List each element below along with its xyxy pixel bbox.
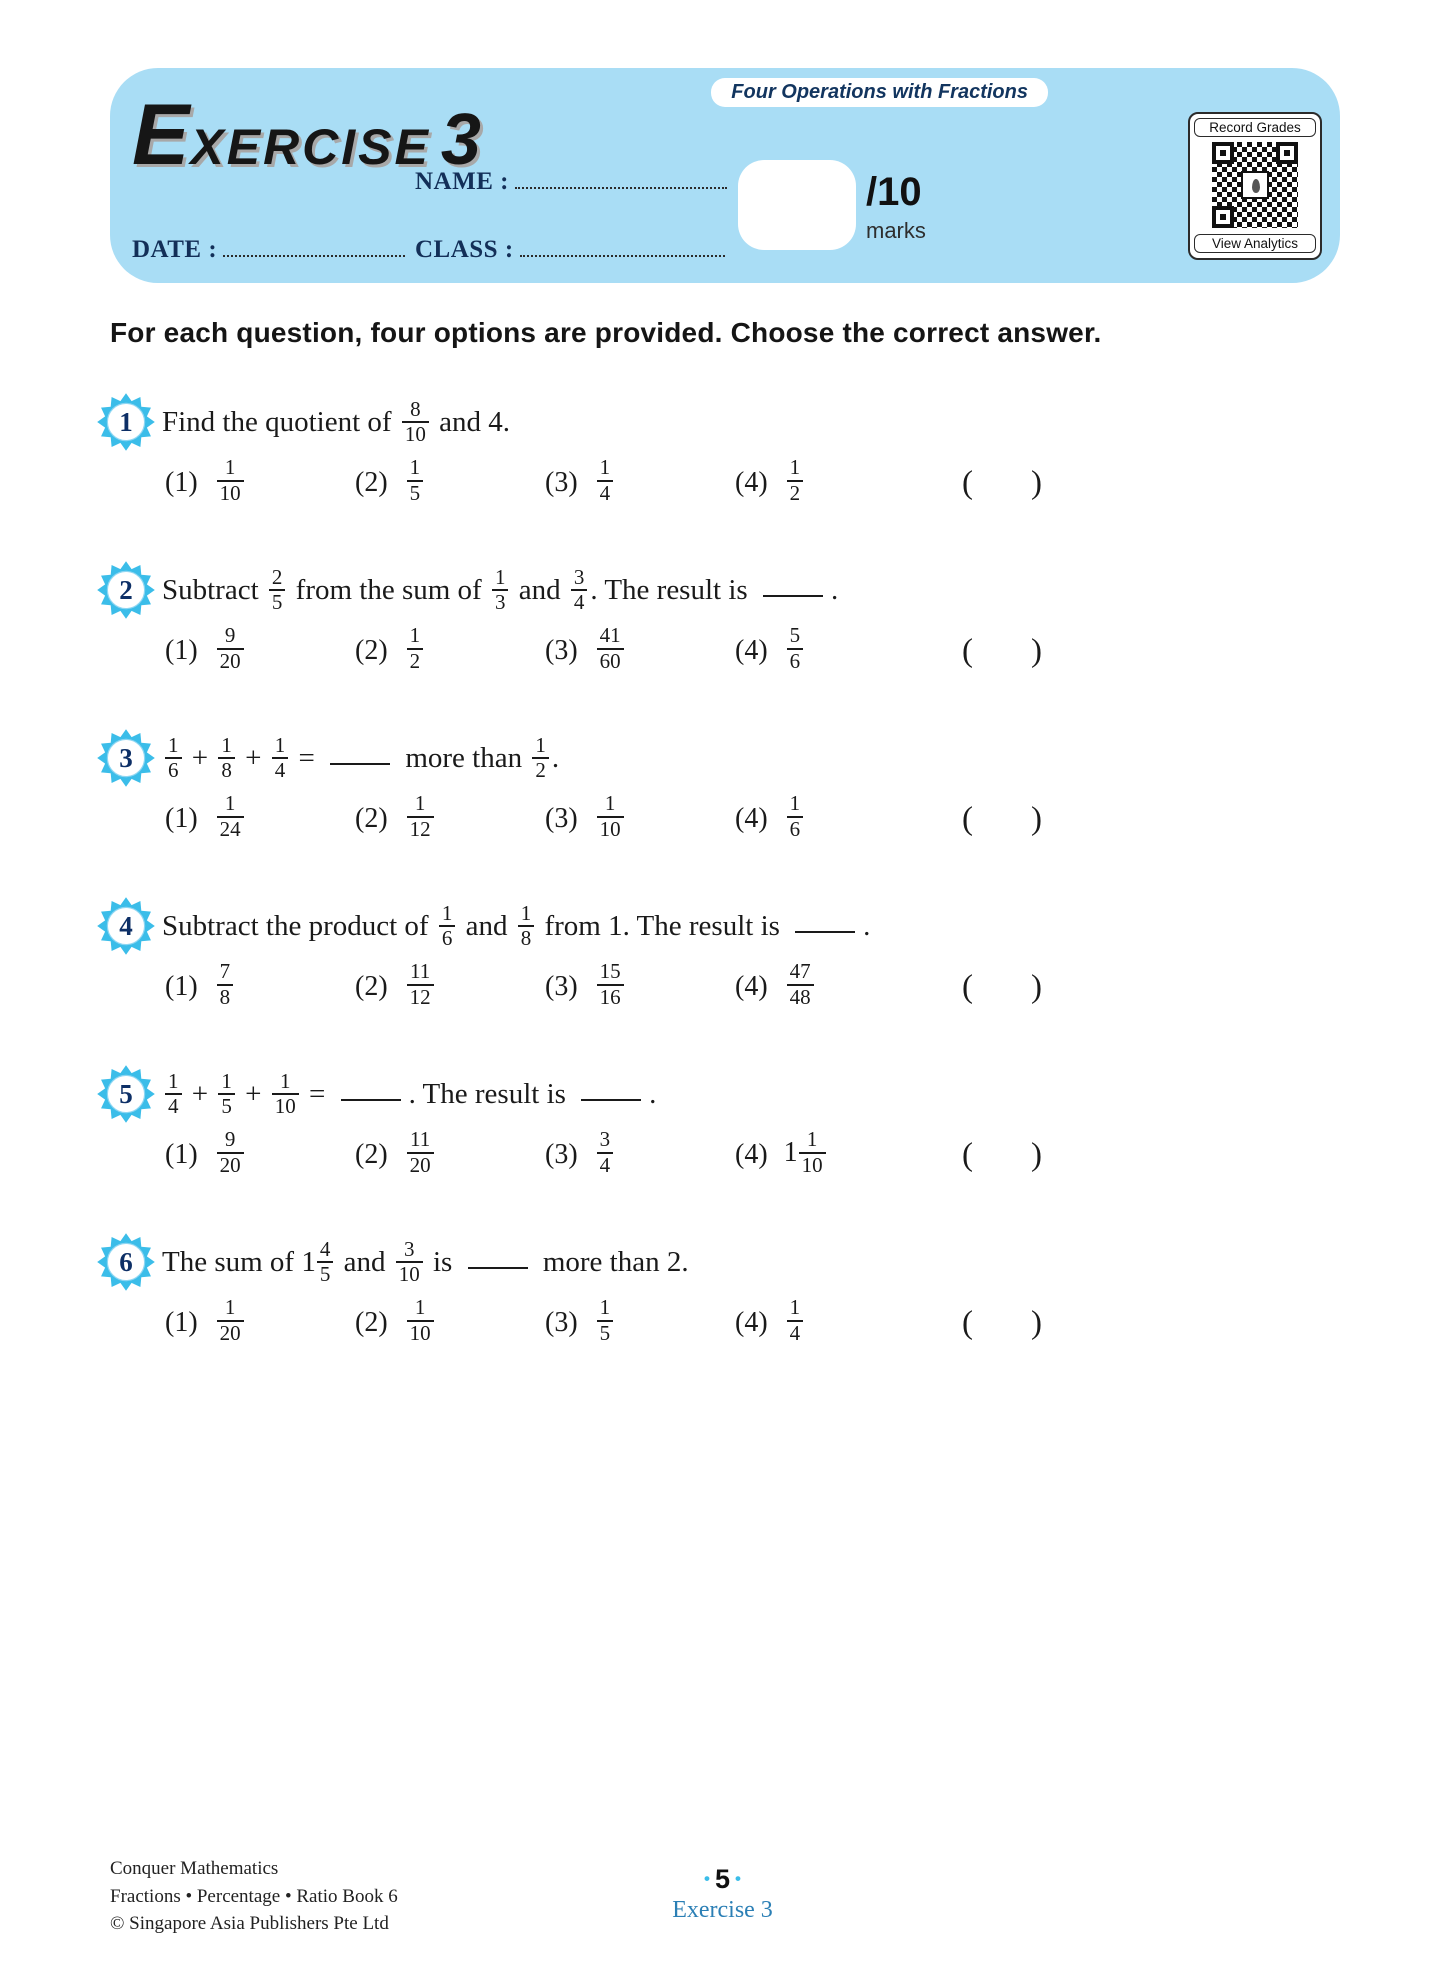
date-label: DATE : [132, 236, 218, 263]
question-line [110, 895, 1340, 957]
answer-blank[interactable] [468, 1267, 528, 1270]
page-number [672, 1865, 773, 1895]
option[interactable] [165, 455, 355, 507]
answer-brackets[interactable] [962, 957, 1042, 1017]
answer-blank[interactable] [341, 1099, 401, 1102]
option-value [594, 959, 627, 1011]
option[interactable] [355, 623, 545, 675]
qr-bottom-label: View Analytics [1194, 234, 1316, 253]
option-label: (1) [165, 1307, 198, 1338]
option-value [594, 455, 617, 507]
question-number-badge [96, 560, 156, 620]
questions-list [110, 391, 1340, 1353]
qr-finder-icon [1276, 142, 1298, 164]
answer-open-paren: ( [962, 1304, 973, 1341]
qr-code-icon[interactable] [1212, 142, 1298, 228]
option-label: (2) [355, 1139, 388, 1170]
fraction: $\frac{1}{4}$ [597, 456, 614, 505]
option-label: (4) [735, 803, 768, 834]
options-row [110, 621, 1340, 681]
fraction: $\frac{15}{16}$ [597, 960, 624, 1009]
page-dot-icon: • [704, 1869, 710, 1889]
qr-top-label: Record Grades [1194, 118, 1316, 137]
option-value [404, 1127, 437, 1179]
fraction: $\frac{1}{10}$ [799, 1128, 826, 1177]
class-field-row [415, 236, 725, 264]
option[interactable] [165, 959, 355, 1011]
mixed-number: 1 $\frac{4}{5}$ [301, 1246, 336, 1278]
answer-brackets[interactable] [962, 1293, 1042, 1353]
fraction: $\frac{4}{5}$ [317, 1238, 334, 1287]
fraction: $\frac{3}{10}$ [396, 1238, 423, 1287]
option-label: (1) [165, 467, 198, 498]
option-value [594, 623, 627, 675]
fraction: $\frac{1}{5}$ [407, 456, 424, 505]
answer-open-paren: ( [962, 800, 973, 837]
option-value [214, 623, 247, 675]
fraction: $\frac{11}{20}$ [407, 1128, 434, 1177]
answer-close-paren: ) [1031, 464, 1042, 501]
option[interactable] [735, 791, 925, 843]
fraction: $\frac{1}{6}$ [165, 734, 182, 783]
exercise-title [132, 87, 482, 183]
question-block [110, 727, 1340, 849]
option-label: (3) [545, 1139, 578, 1170]
option[interactable] [355, 1295, 545, 1347]
option-label: (1) [165, 1139, 198, 1170]
fraction: $\frac{1}{2}$ [407, 624, 424, 673]
question-block [110, 559, 1340, 681]
footer-line2: Fractions • Percentage • Ratio Book 6 [110, 1885, 398, 1907]
fraction: $\frac{1}{3}$ [492, 566, 509, 615]
footer-imprint [110, 1855, 398, 1938]
option-label: (4) [735, 635, 768, 666]
qr-finder-icon [1212, 206, 1234, 228]
question-text: Subtract the product of $\frac{1}{6}$ and $\frac{1}{8}$ from 1. The result is . [162, 900, 871, 951]
name-field-row [415, 168, 727, 196]
score-value: /10 [866, 170, 922, 214]
answer-blank[interactable] [581, 1099, 641, 1102]
option-label: (1) [165, 971, 198, 1002]
question-number-badge [96, 896, 156, 956]
options-row [110, 957, 1340, 1017]
date-input-line[interactable] [223, 253, 405, 257]
fraction: $\frac{1}{10}$ [407, 1296, 434, 1345]
fraction: $\frac{1}{10}$ [597, 792, 624, 841]
option-label: (3) [545, 971, 578, 1002]
score-box[interactable] [738, 160, 856, 250]
option[interactable] [355, 791, 545, 843]
option-value [784, 959, 817, 1011]
topic-banner [711, 78, 1048, 107]
question-number: 3 [119, 743, 133, 773]
question-number-badge [96, 728, 156, 788]
option-label: (1) [165, 635, 198, 666]
option-value [214, 959, 237, 1011]
option-label: (3) [545, 635, 578, 666]
options-row [110, 1125, 1340, 1185]
answer-brackets[interactable] [962, 789, 1042, 849]
option[interactable] [735, 623, 925, 675]
question-number: 2 [119, 575, 133, 605]
score-text [866, 172, 926, 244]
option-value [214, 1295, 247, 1347]
fraction: $\frac{1}{4}$ [787, 1296, 804, 1345]
question-number: 5 [119, 1079, 133, 1109]
fraction: $\frac{1}{5}$ [597, 1296, 614, 1345]
option[interactable] [355, 455, 545, 507]
instruction-text: For each question, four options are provided. Choose the correct answer. [110, 317, 1102, 348]
option-label: (4) [735, 467, 768, 498]
option-label: (3) [545, 467, 578, 498]
answer-brackets[interactable] [962, 621, 1042, 681]
fraction: $\frac{1}{20}$ [217, 1296, 244, 1345]
option-value [784, 455, 807, 507]
question-text: The sum of 1 $\frac{4}{5}$ and $\frac{3}{10}$ is more than 2. [162, 1236, 689, 1287]
question-number-badge [96, 392, 156, 452]
answer-blank[interactable] [330, 763, 390, 766]
options-row [110, 453, 1340, 513]
question-line [110, 1063, 1340, 1125]
option-value [783, 1127, 829, 1179]
class-label: CLASS : [415, 236, 514, 263]
fraction: $\frac{3}{4}$ [571, 566, 588, 615]
option-label: (2) [355, 635, 388, 666]
option[interactable] [735, 1127, 925, 1179]
option-value [404, 623, 427, 675]
answer-close-paren: ) [1031, 632, 1042, 669]
fraction: $\frac{9}{20}$ [217, 1128, 244, 1177]
option-value [404, 791, 437, 843]
fraction: $\frac{2}{5}$ [269, 566, 286, 615]
question-line [110, 391, 1340, 453]
option[interactable] [165, 1127, 355, 1179]
option[interactable] [735, 1295, 925, 1347]
option-value [214, 455, 247, 507]
fraction: $\frac{5}{6}$ [787, 624, 804, 673]
answer-open-paren: ( [962, 632, 973, 669]
answer-close-paren: ) [1031, 1136, 1042, 1173]
option-value [404, 455, 427, 507]
option-label: (4) [735, 971, 768, 1002]
fraction: $\frac{1}{8}$ [518, 902, 535, 951]
fraction: $\frac{3}{4}$ [597, 1128, 614, 1177]
option[interactable] [545, 623, 735, 675]
option[interactable] [355, 1127, 545, 1179]
answer-brackets[interactable] [962, 1125, 1042, 1185]
question-block [110, 1231, 1340, 1353]
fraction: $\frac{11}{12}$ [407, 960, 434, 1009]
fraction: $\frac{1}{24}$ [217, 792, 244, 841]
fraction: $\frac{8}{10}$ [402, 398, 429, 447]
option-label: (4) [735, 1139, 768, 1170]
option[interactable] [735, 959, 925, 1011]
qr-finder-icon [1212, 142, 1234, 164]
question-line [110, 559, 1340, 621]
title-initial: E [132, 87, 191, 183]
question-number: 6 [119, 1247, 133, 1277]
option-value [404, 959, 437, 1011]
option-value [594, 1295, 617, 1347]
question-number-badge [96, 1064, 156, 1124]
option-value [594, 1127, 617, 1179]
fraction: $\frac{1}{12}$ [407, 792, 434, 841]
options-row [110, 1293, 1340, 1353]
name-input-line[interactable] [515, 185, 727, 189]
title-rest: XERCISE [190, 119, 431, 175]
option[interactable] [545, 791, 735, 843]
qr-logo-icon [1241, 171, 1269, 199]
question-line [110, 727, 1340, 789]
header [110, 68, 1340, 283]
mixed-number: 1 $\frac{1}{10}$ [784, 1130, 829, 1179]
question-text: $\frac{1}{6}$ + $\frac{1}{8}$ + $\frac{1}{4}$ = more than $\frac{1}{2}$ . [162, 742, 559, 774]
question-block [110, 391, 1340, 513]
option-value [214, 791, 247, 843]
question-number: 1 [119, 407, 133, 437]
answer-open-paren: ( [962, 464, 973, 501]
option-value [784, 623, 807, 675]
footer-exercise-label: Exercise 3 [672, 1897, 773, 1923]
option[interactable] [545, 1127, 735, 1179]
option-label: (3) [545, 1307, 578, 1338]
option[interactable] [165, 623, 355, 675]
fraction: $\frac{1}{5}$ [218, 1070, 235, 1119]
answer-close-paren: ) [1031, 1304, 1042, 1341]
question-line [110, 1231, 1340, 1293]
answer-blank[interactable] [763, 595, 823, 598]
option-label: (2) [355, 1307, 388, 1338]
options-row [110, 789, 1340, 849]
page-number-value: 5 [714, 1864, 731, 1895]
question-text: Find the quotient of $\frac{8}{10}$ and 4. [162, 396, 510, 447]
question-text: Subtract $\frac{2}{5}$ from the sum of $\frac{1}{3}$ and $\frac{3}{4}$ . The result is . [162, 564, 839, 615]
answer-open-paren: ( [962, 1136, 973, 1173]
fraction: $\frac{1}{4}$ [165, 1070, 182, 1119]
fraction: $\frac{1}{10}$ [272, 1070, 299, 1119]
option-value [594, 791, 627, 843]
fraction: $\frac{1}{6}$ [439, 902, 456, 951]
fraction: $\frac{41}{60}$ [597, 624, 624, 673]
option-label: (3) [545, 803, 578, 834]
option[interactable] [735, 455, 925, 507]
fraction: $\frac{7}{8}$ [217, 960, 234, 1009]
question-text: $\frac{1}{4}$ + $\frac{1}{5}$ + $\frac{1}{10}$ = . The result is . [162, 1078, 656, 1110]
option-value [214, 1127, 247, 1179]
answer-blank[interactable] [795, 931, 855, 934]
footer-page-info [672, 1865, 773, 1924]
answer-close-paren: ) [1031, 968, 1042, 1005]
option-value [784, 1295, 807, 1347]
qr-block[interactable] [1188, 112, 1322, 260]
fraction: $\frac{9}{20}$ [217, 624, 244, 673]
question-block [110, 895, 1340, 1017]
score-unit: marks [866, 218, 926, 243]
fraction: $\frac{1}{6}$ [787, 792, 804, 841]
footer-line3: © Singapore Asia Publishers Pte Ltd [110, 1913, 389, 1935]
option-label: (2) [355, 971, 388, 1002]
question-number: 4 [119, 911, 133, 941]
answer-close-paren: ) [1031, 800, 1042, 837]
date-field-row [132, 236, 405, 264]
name-label: NAME : [415, 168, 509, 195]
option[interactable] [165, 1295, 355, 1347]
option-label: (4) [735, 1307, 768, 1338]
option-value [404, 1295, 437, 1347]
answer-open-paren: ( [962, 968, 973, 1005]
class-input-line[interactable] [520, 253, 725, 257]
fraction: $\frac{1}{10}$ [217, 456, 244, 505]
option[interactable] [355, 959, 545, 1011]
question-block [110, 1063, 1340, 1185]
option-label: (2) [355, 467, 388, 498]
option[interactable] [545, 959, 735, 1011]
topic-text: Four Operations with Fractions [731, 81, 1028, 103]
option-value [784, 791, 807, 843]
answer-brackets[interactable] [962, 453, 1042, 513]
option[interactable] [545, 1295, 735, 1347]
fraction: $\frac{1}{8}$ [218, 734, 235, 783]
option-label: (2) [355, 803, 388, 834]
fraction: $\frac{1}{2}$ [532, 734, 549, 783]
option-label: (1) [165, 803, 198, 834]
footer-line1: Conquer Mathematics [110, 1858, 279, 1880]
option[interactable] [165, 791, 355, 843]
fraction: $\frac{1}{2}$ [787, 456, 804, 505]
title-number: 3 [440, 100, 482, 180]
fraction: $\frac{1}{4}$ [272, 734, 289, 783]
fraction: $\frac{47}{48}$ [787, 960, 814, 1009]
page-dot-icon: • [735, 1869, 741, 1889]
question-number-badge [96, 1232, 156, 1292]
option[interactable] [545, 455, 735, 507]
